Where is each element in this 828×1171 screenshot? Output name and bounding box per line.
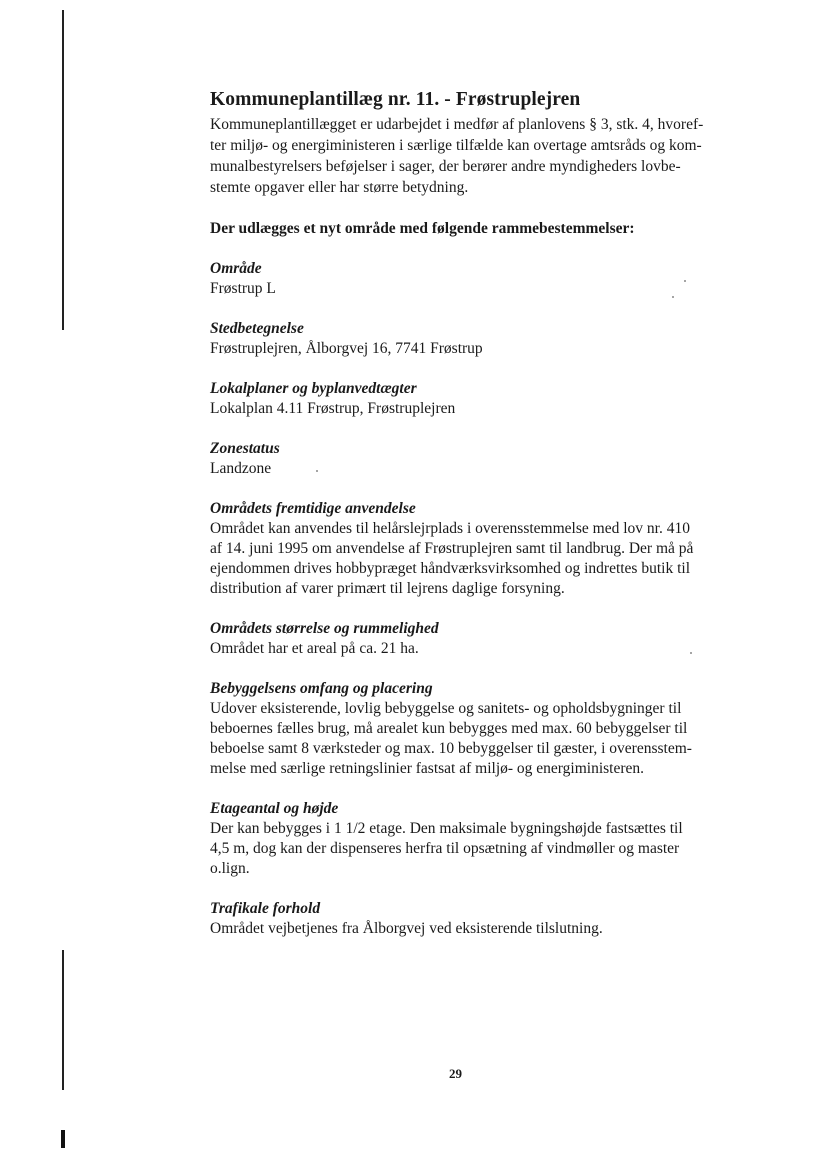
section-body bbox=[210, 819, 755, 879]
section-line: beboelse samt 8 værksteder og max. 10 bebyggelser til gæster, i overensstem- bbox=[210, 740, 692, 757]
section-body bbox=[210, 639, 755, 659]
section-line: Landzone bbox=[210, 460, 272, 477]
section-body bbox=[210, 279, 755, 299]
section-line: distribution af varer primært til lejrens daglige forsyning. bbox=[210, 580, 565, 597]
section bbox=[210, 259, 755, 299]
section-body bbox=[210, 519, 755, 599]
lead-text: Der udlægges et nyt område med følgende rammebestemmelser: bbox=[210, 220, 635, 237]
section-line: melse med særlige retningslinier fastsat af miljø- og energiministeren. bbox=[210, 760, 645, 777]
section-line: Udover eksisterende, lovlig bebyggelse og sanitets- og opholdsbygninger til bbox=[210, 700, 682, 717]
section-heading: Lokalplaner og byplanvedtægter bbox=[210, 380, 417, 397]
section-line: Der kan bebygges i 1 1/2 etage. Den maksimale bygningshøjde fastsættes til bbox=[210, 820, 683, 837]
section bbox=[210, 619, 755, 659]
section bbox=[210, 799, 755, 879]
section bbox=[210, 499, 755, 599]
section-line: Frøstruplejren, Ålborgvej 16, 7741 Frøstrup bbox=[210, 340, 483, 357]
section-body bbox=[210, 459, 755, 479]
section-heading: Trafikale forhold bbox=[210, 900, 321, 917]
section bbox=[210, 319, 755, 359]
section-line: ejendommen drives hobbypræget håndværksvirksomhed og indrettes butik til bbox=[210, 560, 691, 577]
section-line: af 14. juni 1995 om anvendelse af Frøstruplejren samt til landbrug. Der må på bbox=[210, 540, 694, 557]
intro-line: Kommuneplantillægget er udarbejdet i medfør af planlovens § 3, stk. 4, hvoref- bbox=[210, 116, 704, 133]
section-heading: Zonestatus bbox=[210, 440, 280, 457]
section-line: o.lign. bbox=[210, 860, 250, 877]
section bbox=[210, 679, 755, 779]
section bbox=[210, 439, 755, 479]
section-body bbox=[210, 699, 755, 779]
section-heading: Bebyggelsens omfang og placering bbox=[210, 680, 433, 697]
section-body bbox=[210, 339, 755, 359]
section-line: 4,5 m, dog kan der dispenseres herfra til opsætning af vindmøller og master bbox=[210, 840, 680, 857]
section-line: Frøstrup L bbox=[210, 280, 276, 297]
section-heading: Etageantal og højde bbox=[210, 800, 339, 817]
intro-line: ter miljø- og energiministeren i særlige tilfælde kan overtage amtsråds og kom- bbox=[210, 137, 702, 154]
section-line: Området kan anvendes til helårslejrplads i overensstemmelse med lov nr. 410 bbox=[210, 520, 690, 537]
section-heading: Stedbetegnelse bbox=[210, 320, 304, 337]
intro-line: stemte opgaver eller har større betydning. bbox=[210, 179, 469, 196]
section-body bbox=[210, 399, 755, 419]
section bbox=[210, 379, 755, 419]
section-line: Området har et areal på ca. 21 ha. bbox=[210, 640, 419, 657]
section-heading: Områdets fremtidige anvendelse bbox=[210, 500, 416, 517]
section bbox=[210, 899, 755, 939]
intro-line: munalbestyrelsers beføjelser i sager, der berører andre myndigheders lovbe- bbox=[210, 158, 681, 175]
section-heading: Områdets størrelse og rummelighed bbox=[210, 620, 439, 637]
section-line: beboernes fælles brug, må arealet kun bebygges med max. 60 bebyggelser til bbox=[210, 720, 688, 737]
sections-list bbox=[210, 259, 755, 939]
section-heading: Område bbox=[210, 260, 262, 277]
scan-binding-edge bbox=[62, 10, 64, 330]
section-line: Området vejbetjenes fra Ålborgvej ved eksisterende tilslutning. bbox=[210, 920, 603, 937]
page-number: 29 bbox=[449, 1066, 462, 1081]
page-title: Kommuneplantillæg nr. 11. - Frøstruplejren bbox=[210, 89, 581, 110]
scan-binding-edge-lower bbox=[62, 950, 64, 1090]
document-content bbox=[210, 88, 755, 939]
section-body bbox=[210, 919, 755, 939]
scan-binding-mark bbox=[61, 1130, 65, 1148]
section-line: Lokalplan 4.11 Frøstrup, Frøstruplejren bbox=[210, 400, 456, 417]
intro-paragraph bbox=[210, 114, 755, 198]
